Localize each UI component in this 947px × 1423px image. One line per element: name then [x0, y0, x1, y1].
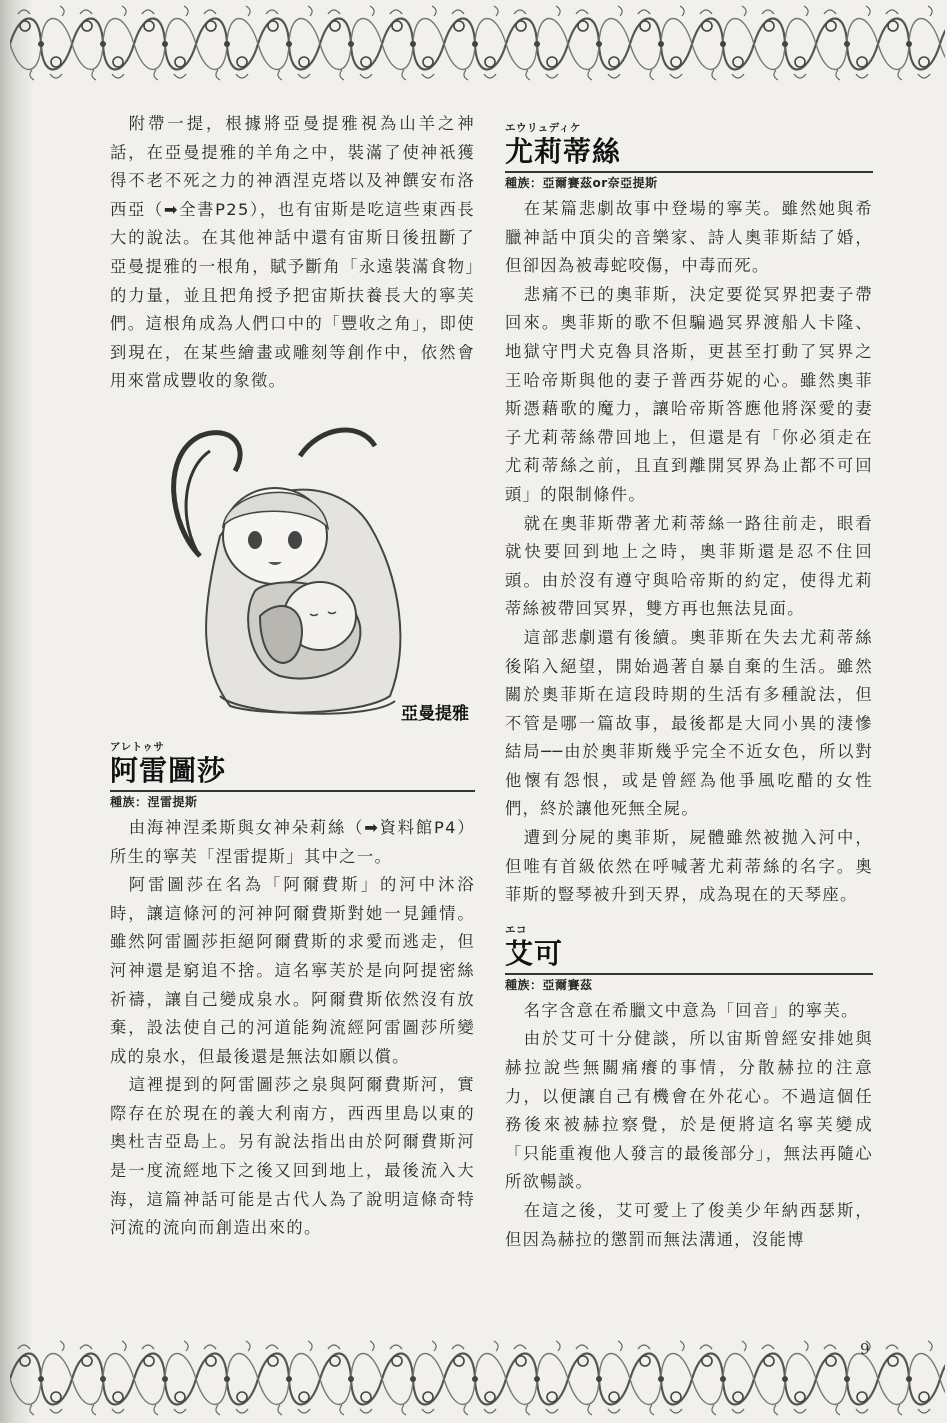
entry-paragraph: 在某篇悲劇故事中登場的寧芙。雖然她與希臘神話中頂尖的音樂家、詩人奧菲斯結了婚，但卻因為被毒蛇咬傷，中毒而死。 — [505, 199, 873, 276]
amaltheia-illustration — [110, 416, 475, 731]
entry-paragraph: 由海神涅柔斯與女神朵莉絲（➡資料館P4）所生的寧芙「涅雷提斯」其中之一。 — [110, 817, 475, 866]
entry-header-echo — [505, 924, 873, 995]
page-number: 9 — [860, 1340, 870, 1358]
entry-species: 種族：亞爾賽茲or奈亞提斯 — [505, 176, 658, 190]
entry-paragraph: 遭到分屍的奧菲斯，屍體雖然被拋入河中，但唯有首級依然在呼喊著尤莉蒂絲的名字。奧菲斯的豎琴被升到天界，成為現在的天琴座。 — [505, 828, 873, 905]
top-ornamental-border — [10, 0, 945, 88]
goat-girl-with-baby-drawing — [160, 416, 430, 726]
entry-header-arethusa — [110, 741, 475, 812]
entry-paragraph: 這部悲劇還有後續。奧菲斯在失去尤莉蒂絲後陷入絕望，開始過著自暴自棄的生活。雖然關於奧菲斯在這段時期的生活有多種說法，但不管是哪一篇故事，最後都是大同小異的淒慘結局──由於奧菲斯幾乎完全不近女色，所以對他懷有怨恨，或是曾經為他爭風吃醋的女性們，終於讓他死無全屍。 — [505, 627, 873, 819]
entry-species: 種族：亞爾賽茲 — [505, 977, 593, 992]
entry-paragraph: 這裡提到的阿雷圖莎之泉與阿爾費斯河，實際存在於現在的義大利南方，西西里島以東的奧杜吉亞島上。另有說法指出由於阿爾費斯河是一度流經地下之後又回到地上，最後流入大海，這篇神話可能是古代人為了說明這條奇特河流的流向而創造出來的。 — [110, 1075, 475, 1238]
book-binding-shadow — [0, 0, 34, 1423]
bottom-ornamental-border — [10, 1335, 945, 1423]
entry-paragraph: 阿雷圖莎在名為「阿爾費斯」的河中沐浴時，讓這條河的河神阿爾費斯對她一見鍾情。雖然阿雷圖莎拒絕阿爾費斯的求愛而逃走，但河神還是窮追不捨。這名寧芙於是向阿提密絲祈禱，讓自己變成泉水。阿爾費斯依然沒有放棄，設法使自己的河道能夠流經阿雷圖莎所變成的泉水，但最後還是無法如願以償。 — [110, 875, 475, 1066]
entry-header-eurydice — [505, 122, 873, 193]
entry-title: 阿雷圖莎 — [110, 753, 227, 787]
entry-ruby: エウリュディケ — [505, 122, 581, 134]
entry-paragraph: 名字含意在希臘文中意為「回音」的寧芙。 — [523, 1000, 859, 1020]
entry-ruby: エコ — [505, 923, 527, 936]
left-column — [110, 110, 475, 1243]
intro-paragraph: 附帶一提，根據將亞曼提雅視為山羊之神話，在亞曼提雅的羊角之中，裝滿了使神祇獲得不老不死之力的神酒涅克塔以及神饌安布洛西亞（➡全書P25），也有宙斯是吃這些東西長大的說法。在其他神話中還有宙斯日後扭斷了亞曼提雅的一根角，賦予斷角「永遠裝滿食物」的力量，並且把角授予把宙斯扶養長大的寧芙們。這根角成為人們口中的「豐收之角」，即使到現在，在某些繪畫或雕刻等創作中，依然會用來當成豐收的象徵。 — [110, 114, 475, 391]
entry-paragraph: 就在奧菲斯帶著尤莉蒂絲一路往前走，眼看就快要回到地上之時，奧菲斯還是忍不住回頭。由於沒有遵守與哈帝斯的約定，使得尤莉蒂絲被帶回冥界，雙方再也無法見面。 — [505, 513, 873, 619]
right-column — [505, 110, 873, 1254]
entry-paragraph: 悲痛不已的奧菲斯，決定要從冥界把妻子帶回來。奧菲斯的歌不但騙過冥界渡船人卡隆、地獄守門犬克魯貝洛斯，更甚至打動了冥界之王哈帝斯與他的妻子普西芬妮的心。雖然奧菲斯憑藉歌的魔力，讓哈帝斯答應他將深愛的妻子尤莉蒂絲帶回地上，但還是有「你必須走在尤莉蒂絲之前，且直到離開冥界為止都不可回頭」的限制條件。 — [505, 284, 873, 504]
entry-paragraph: 在這之後，艾可愛上了俊美少年納西瑟斯，但因為赫拉的懲罰而無法溝通，沒能博 — [505, 1201, 873, 1249]
entry-paragraph: 由於艾可十分健談，所以宙斯曾經安排她與赫拉說些無關痛癢的事情，分散赫拉的注意力，以便讓自己有機會在外花心。不過這個任務後來被赫拉察覺，於是便將這名寧芙變成「只能重複他人發言的最後部分」，無法再隨心所欲暢談。 — [505, 1029, 873, 1192]
entry-species: 種族：涅雷提斯 — [110, 794, 198, 809]
illustration-caption: 亞曼提雅 — [399, 700, 471, 729]
entry-title: 尤莉蒂絲 — [505, 135, 622, 168]
entry-title: 艾可 — [505, 936, 564, 970]
entry-ruby: アレトゥサ — [110, 740, 165, 753]
